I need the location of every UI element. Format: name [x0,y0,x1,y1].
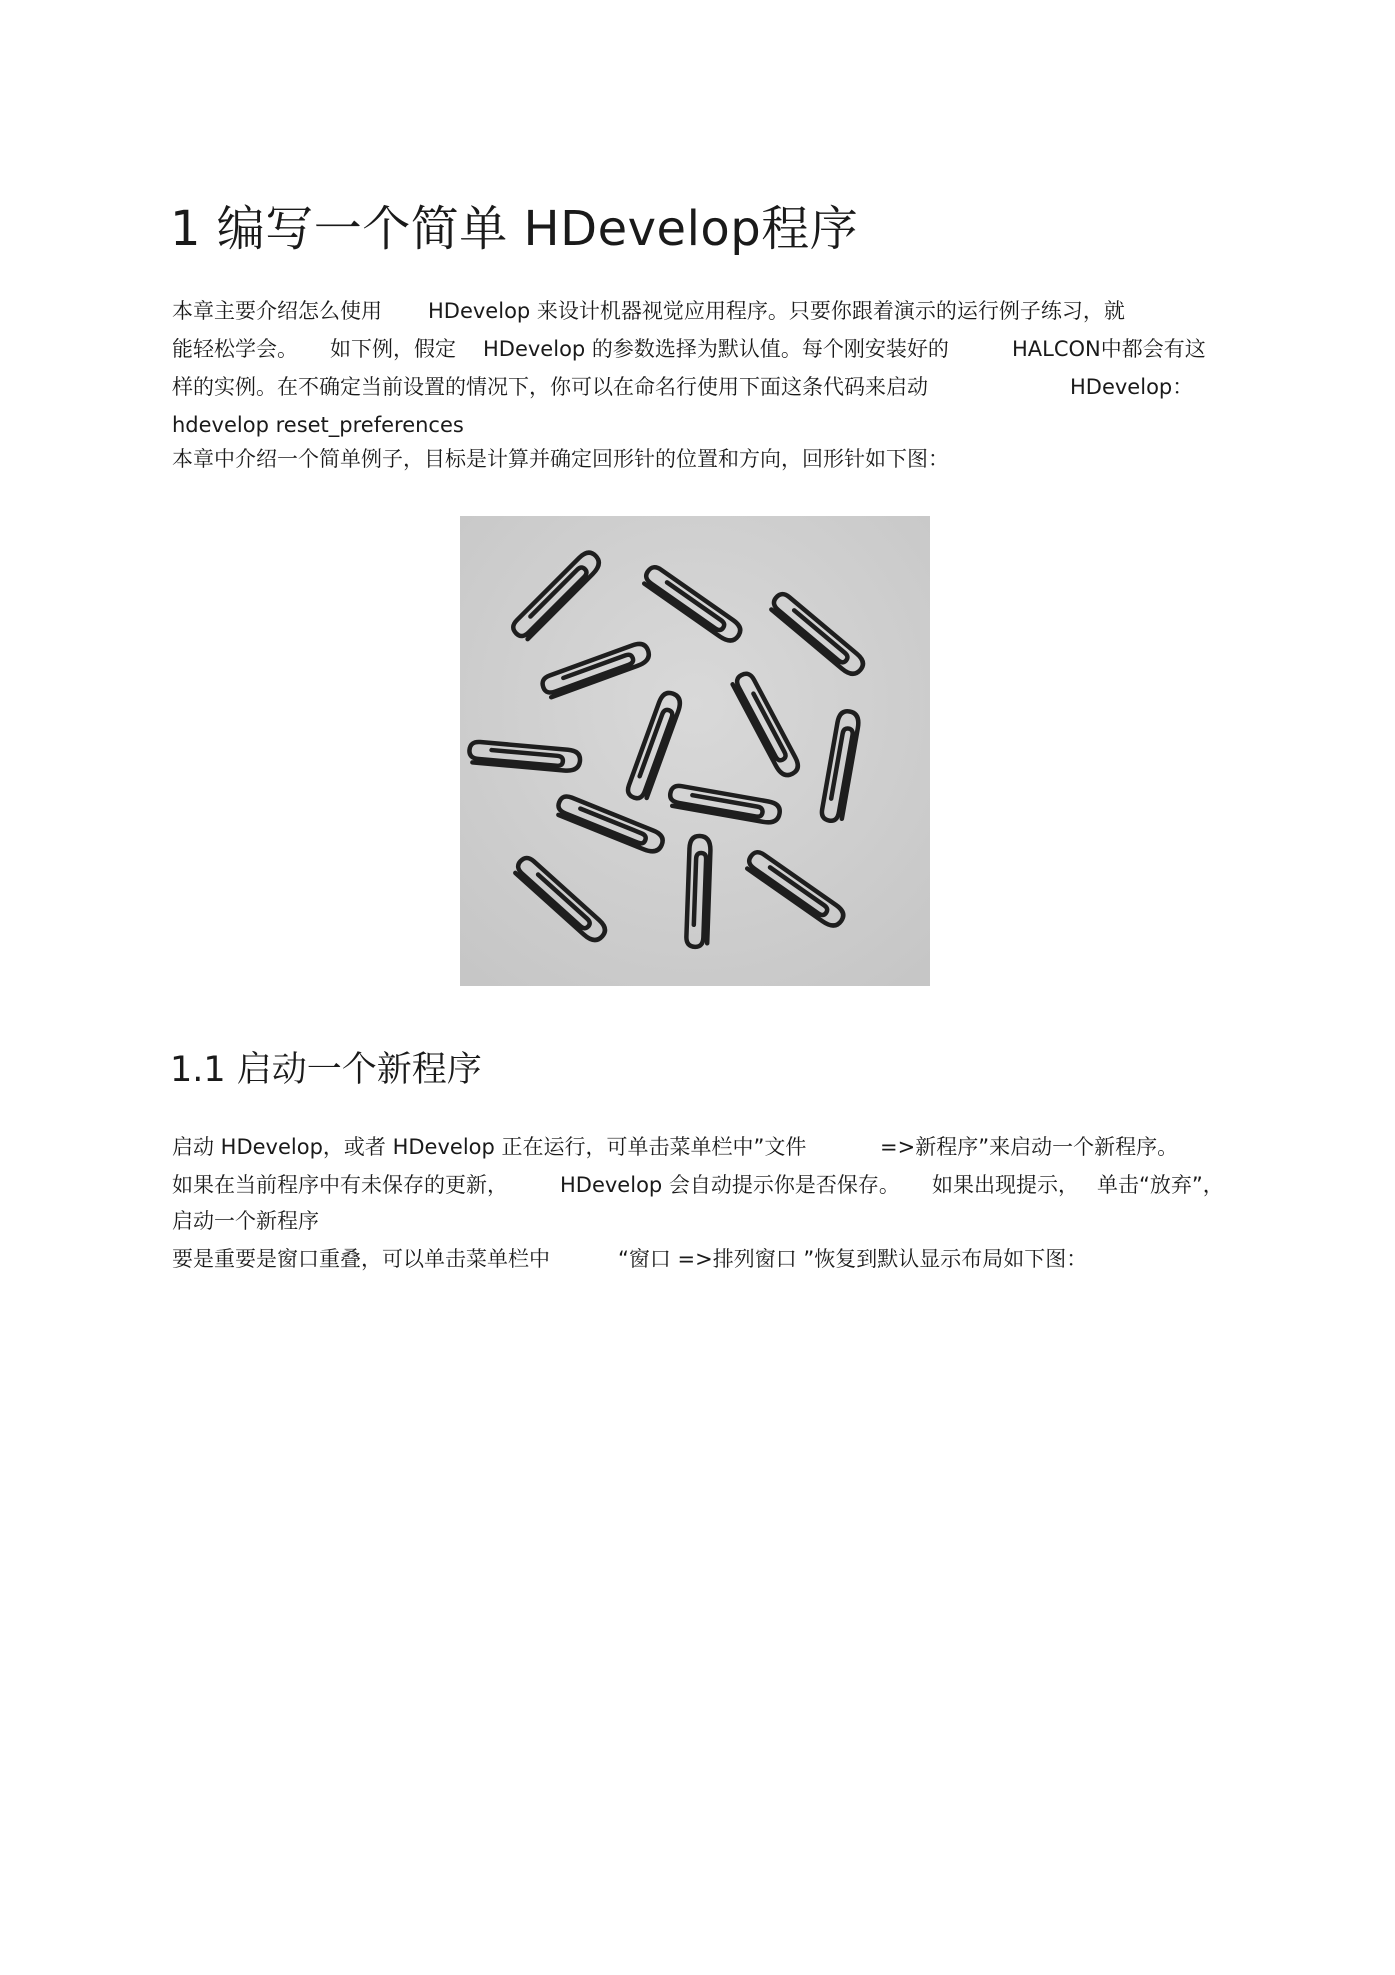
paperclips-image [460,516,930,986]
intro-line-3a: 样的实例。在不确定当前设置的情况下，你可以在命名行使用下面这条代码来启动 [172,375,928,399]
section-line-4a: 要是重要是窗口重叠，可以单击菜单栏中 [172,1247,550,1271]
intro-line-1b: HDevelop 来设计机器视觉应用程序。只要你跟着演示的运行例子练习，就 [428,299,1125,323]
intro-line-2b: 如下例，假定 [330,337,456,361]
section-line-2d: 单击“放弃”， [1097,1173,1224,1197]
section-line-2c: 如果出现提示， [932,1173,1079,1197]
section-line-2b: HDevelop 会自动提示你是否保存。 [560,1173,900,1197]
intro-line-2a: 能轻松学会。 [172,337,298,361]
section-line-3: 启动一个新程序 [172,1209,319,1233]
section-line-1b: =>新程序”来启动一个新程序。 [880,1135,1179,1159]
section-title: 1.1 启动一个新程序 [170,1050,482,1090]
intro-line-2d: HALCON中都会有这 [1012,337,1206,361]
section-line-2a: 如果在当前程序中有未保存的更新， [172,1173,508,1197]
intro-line-2c: HDevelop 的参数选择为默认值。每个刚安装好的 [483,337,949,361]
paperclips-figure [460,516,930,986]
section-line-1a: 启动 HDevelop，或者 HDevelop 正在运行，可单击菜单栏中”文件 [172,1135,807,1159]
section-line-4b: “窗口 =>排列窗口 ”恢复到默认显示布局如下图： [618,1247,1088,1271]
intro-line-3b: HDevelop： [1070,375,1194,399]
intro-line-1a: 本章主要介绍怎么使用 [172,299,382,323]
command-line: hdevelop reset_preferences [172,413,464,437]
chapter-title: 1 编写一个简单 HDevelop程序 [170,201,859,257]
intro-line-5: 本章中介绍一个简单例子，目标是计算并确定回形针的位置和方向，回形针如下图： [172,447,949,471]
